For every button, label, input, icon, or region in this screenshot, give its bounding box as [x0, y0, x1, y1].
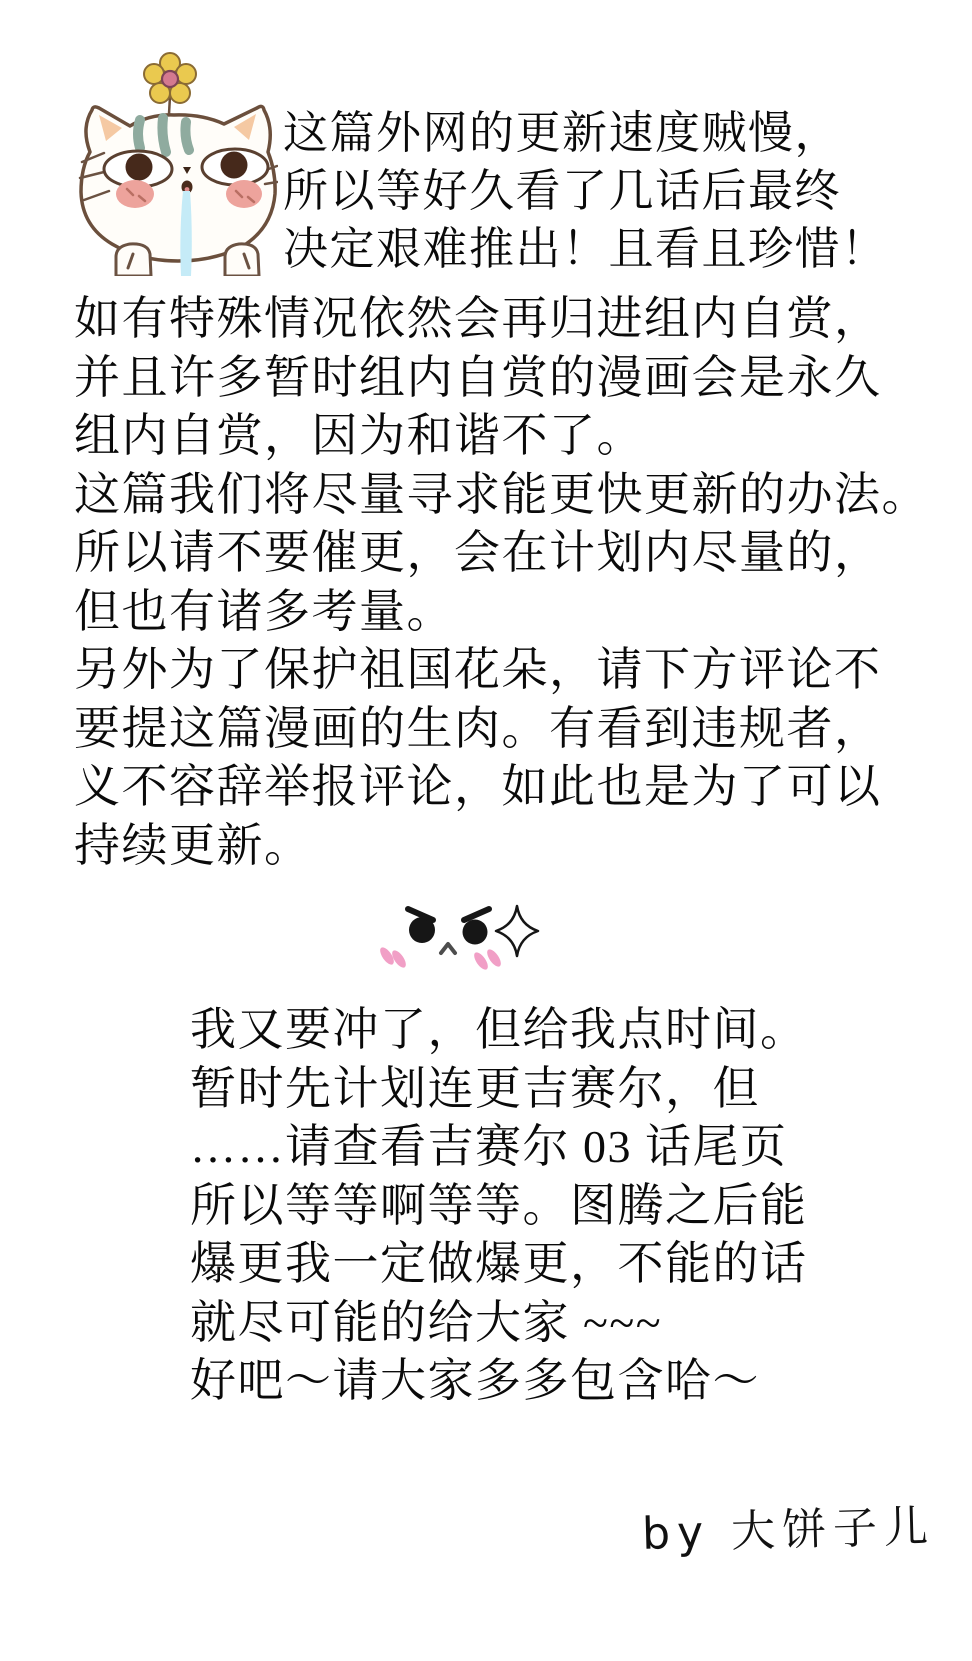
notice-line: 所以请不要催更，会在计划内尽量的， [74, 527, 882, 578]
flower-icon [144, 53, 196, 114]
notice-line: 义不容辞举报评论，如此也是为了可以 [74, 761, 882, 812]
plan-line: 暂时先计划连更吉赛尔，但 [190, 1062, 760, 1114]
notice-line: 组内自赏，因为和谐不了。 [74, 410, 644, 461]
intro-paragraph [283, 104, 888, 278]
emoji-blush [378, 945, 504, 972]
plan-line: ……请查看吉赛尔 03 话尾页 [190, 1121, 788, 1172]
determined-face-emoji [368, 892, 543, 972]
notice-line: 如有特殊情况依然会再归进组内自赏， [74, 293, 882, 344]
sparkle-icon [496, 906, 538, 956]
intro-line: 决定艰难推出！且看且珍惜！ [283, 224, 888, 274]
notice-line: 这篇我们将尽量寻求能更快更新的办法。 [74, 468, 929, 520]
plan-line: 就尽可能的给大家 ~~~ [190, 1296, 663, 1348]
cat-head [80, 106, 277, 261]
crying-cat-sticker [78, 50, 278, 276]
drool-tear [180, 191, 191, 276]
notice-line: 但也有诸多考量。 [74, 585, 454, 637]
notice-line: 另外为了保护祖国花朵，请下方评论不 [74, 644, 882, 695]
plan-line: 所以等等啊等等。图腾之后能 [190, 1179, 808, 1231]
emoji-mouth [441, 944, 455, 953]
plan-line: 好吧～请大家多多包含哈～ [190, 1355, 760, 1406]
notice-line: 并且许多暂时组内自赏的漫画会是永久 [74, 351, 882, 403]
author-signature: by 大饼子儿 [641, 1501, 936, 1560]
plan-line: 我又要冲了，但给我点时间。 [190, 1004, 808, 1055]
plan-line: 爆更我一定做爆更，不能的话 [190, 1238, 808, 1289]
plan-paragraph [190, 1001, 808, 1411]
emoji-eyes [409, 917, 488, 945]
notice-line: 要提这篇漫画的生肉。有看到违规者， [74, 702, 882, 754]
intro-line: 这篇外网的更新速度贼慢， [283, 108, 842, 158]
notice-paragraph [74, 290, 929, 875]
intro-line: 所以等好久看了几话后最终 [283, 166, 842, 216]
notice-line: 持续更新。 [74, 819, 312, 871]
